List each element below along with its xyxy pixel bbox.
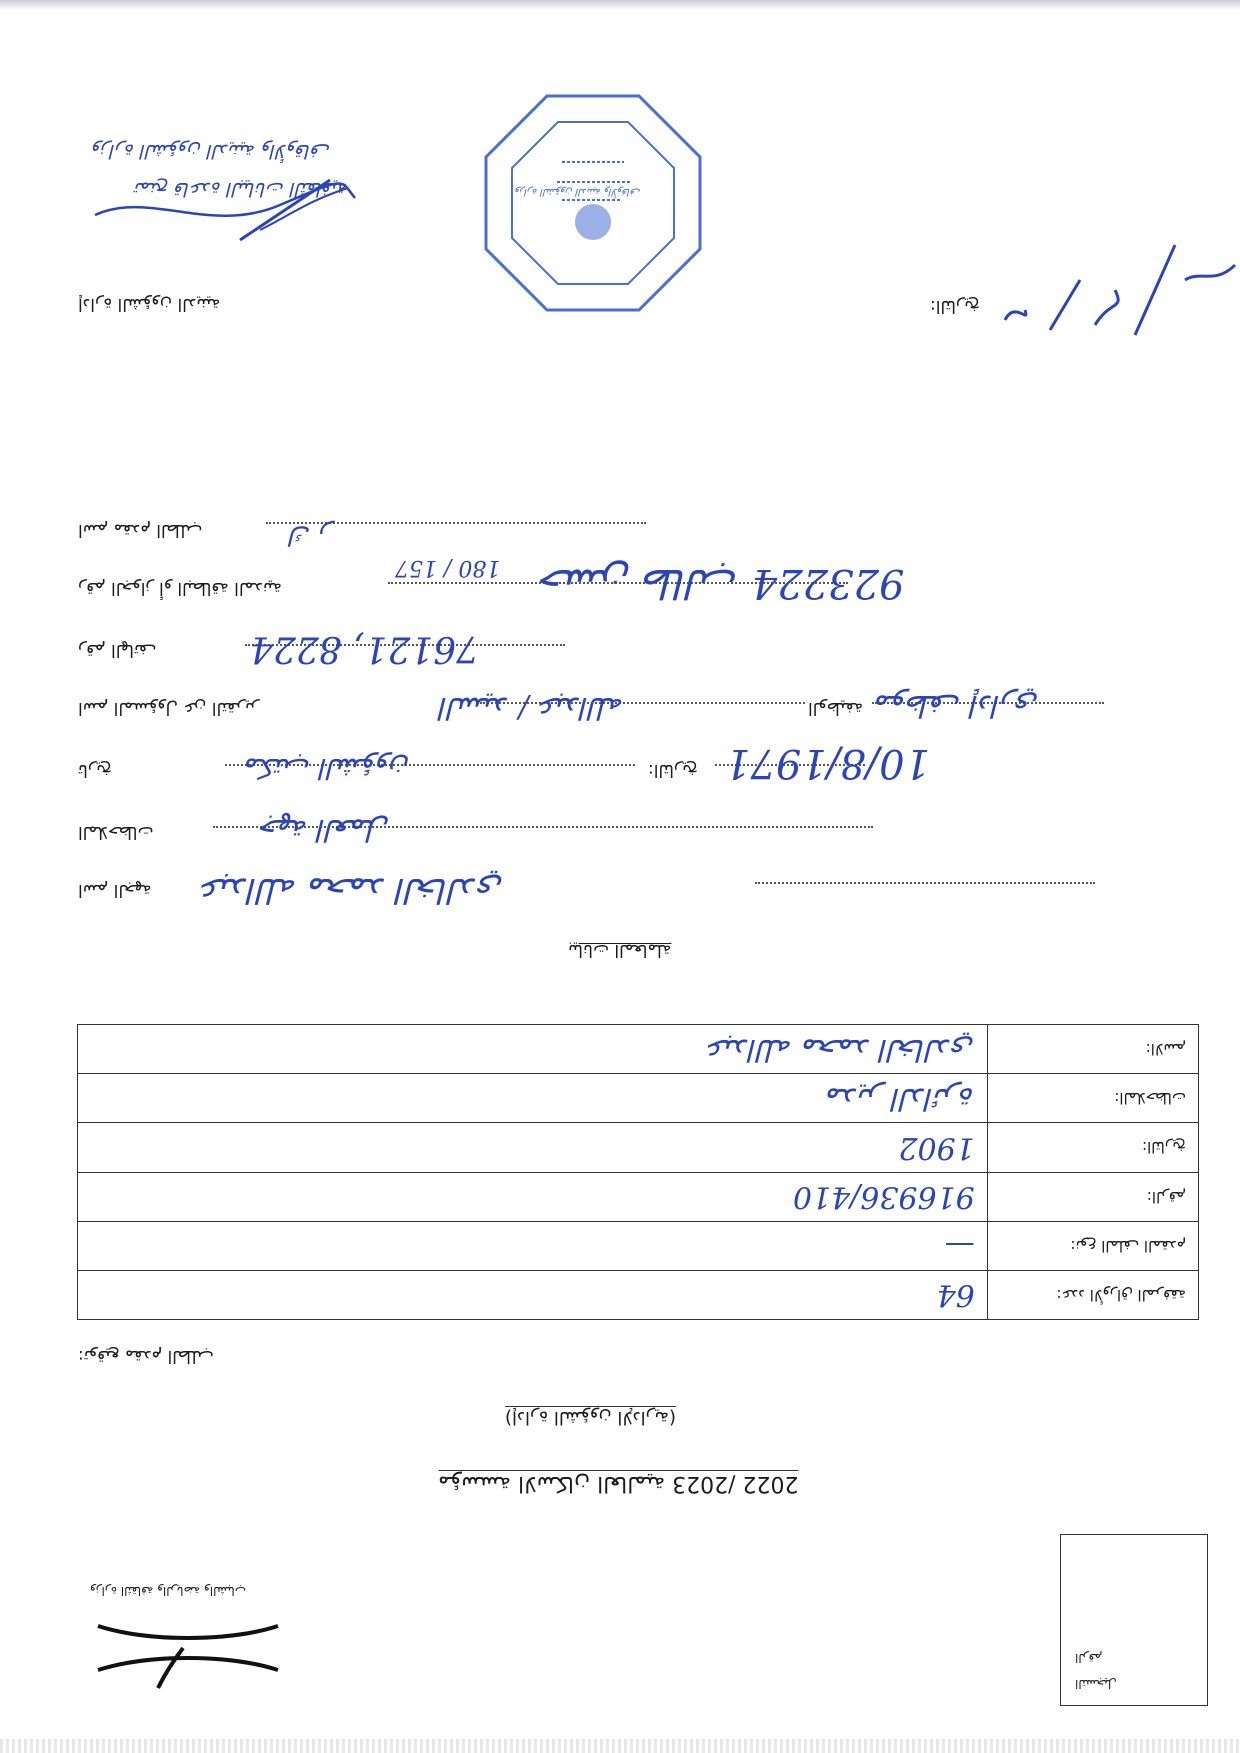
table-row <box>78 1172 1199 1221</box>
field-value-officer: السيد / عبدالله <box>440 690 625 725</box>
table-cell-label: عدد الأوراق المرفقة: <box>987 1270 1198 1319</box>
ministry-logo <box>88 1618 288 1698</box>
field-value-office: عبدالله محمد الخالدي <box>200 870 504 910</box>
field-label-date: تاريخ <box>78 760 112 780</box>
field-label-id: رقم الجواز أو البطاقة المدنية <box>78 578 282 598</box>
field-label-office: اسم الجهة <box>78 880 152 900</box>
logo-caption: وزارة الثقافة والرياضة والشباب <box>90 1584 247 1598</box>
table-cell-label: نوع الملف المقدم: <box>987 1221 1198 1270</box>
field-value-id-extra: 180 / 157 <box>395 555 501 580</box>
field-label-notes: الملاحظات <box>78 822 154 842</box>
year-line: 2022 /2023 مؤسسة الاسكان العالمية <box>438 1471 799 1496</box>
field-label-phone: رقم الهاتف <box>78 640 157 660</box>
stamp-text: وزارة الشؤون الدينية والأوقاف <box>515 186 641 197</box>
department-line: (إدارة الشؤون الإدارية) <box>505 1407 677 1428</box>
table-cell-value: 916936/410 <box>78 1172 988 1221</box>
signature-label: توقيع مقدم الطلب: <box>78 1346 214 1366</box>
signature-mark <box>90 170 360 250</box>
field-label-applicant: اسم مقدم الطلب <box>78 520 203 540</box>
field-label-job: الوظيفة <box>808 698 864 718</box>
field-value-notes: جهة العمل <box>260 812 391 847</box>
field-value-job: موظف إداري <box>875 688 1040 723</box>
table-cell-label: الرقم: <box>987 1172 1198 1221</box>
box-label-1: الرقم <box>1075 1651 1103 1665</box>
handwritten-date <box>1000 240 1240 350</box>
box-label-2: التسجيل <box>1075 1677 1117 1691</box>
section-title: بيانات المعاملة <box>568 940 672 960</box>
table-cell-value: مدير الدائرة <box>78 1074 988 1123</box>
table-cell-label: الملاحظات: <box>987 1074 1198 1123</box>
field-dots <box>755 882 1095 884</box>
table-cell-value: — <box>78 1221 988 1270</box>
field-label-date-2: التاريخ: <box>648 760 698 780</box>
field-value-id: 923224 حسن طالب <box>540 560 905 606</box>
issue-text: إدارة الشؤون الدينية <box>78 294 221 314</box>
field-value-entity: مكتب الشؤون <box>245 752 411 785</box>
table-row <box>78 1074 1199 1123</box>
scan-edge <box>0 1739 1240 1753</box>
table-row <box>78 1025 1199 1074</box>
field-value-date: 10/8/1971 <box>725 740 931 786</box>
attribution-line-2: تمنح قاعدة البيانات الثقافية <box>135 178 349 200</box>
field-label-officer: اسم المسؤول عن التقرير <box>78 698 259 718</box>
field-value-applicant: ك ر <box>290 520 333 550</box>
info-table <box>77 1024 1199 1320</box>
table-cell-value: 1902 <box>78 1123 988 1172</box>
date-label: التاريخ: <box>930 296 980 316</box>
table-row <box>78 1123 1199 1172</box>
registration-box <box>1060 1534 1208 1706</box>
table-cell-value: 64 <box>78 1270 988 1319</box>
table-cell-label: الاسم: <box>987 1025 1198 1074</box>
table-cell-value: عبدالله محمد الخالدي <box>78 1025 988 1074</box>
field-value-phone: 76121, 8224 <box>250 628 480 669</box>
scan-edge <box>0 0 1240 10</box>
table-row <box>78 1221 1199 1270</box>
table-row <box>78 1270 1199 1319</box>
attribution-line-1: وزارة الشؤون الدينية والأوقاف <box>92 140 331 162</box>
official-stamp <box>482 92 704 314</box>
table-cell-label: التاريخ: <box>987 1123 1198 1172</box>
